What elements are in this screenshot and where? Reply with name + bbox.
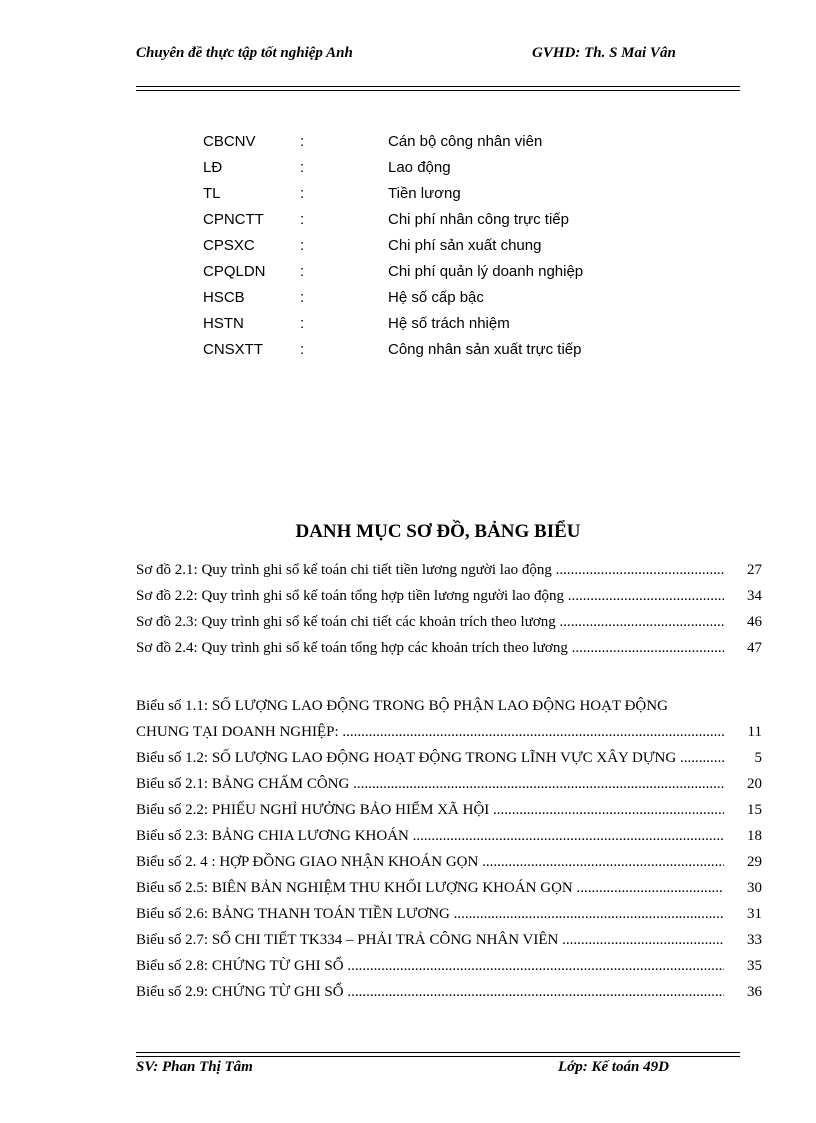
entry-text: Sơ đồ 2.3: Quy trình ghi sổ kế toán chi tiết các khoản trích theo lương ..... [136,612,724,632]
entry-page: 47 [730,638,762,658]
table-entry[interactable] [136,878,762,904]
abbr-code: CNSXTT [203,341,263,358]
entry-page: 30 [730,878,762,898]
entry-text: Biểu số 2.3: BẢNG CHIA LƯƠNG KHOÁN ..... [136,826,724,846]
abbr-meaning: Chi phí quản lý doanh nghiệp [388,263,584,280]
abbr-colon: : [300,185,305,202]
abbr-colon: : [300,263,305,280]
entry-page: 15 [730,800,762,820]
abbr-code: HSTN [203,315,244,332]
entry-text: Biểu số 2.2: PHIẾU NGHỈ HƯỞNG BẢO HIỂM XÃ HỘI ..... [136,800,724,820]
entry-text: Biểu số 2. 4 : HỢP ĐỒNG GIAO NHẬN KHOÁN GỌN ..... [136,852,724,872]
table-entry[interactable] [136,904,762,930]
table-entry[interactable] [136,800,762,826]
diagram-entry[interactable] [136,612,762,638]
header-title: Chuyên đề thực tập tốt nghiệp Anh [136,45,353,61]
abbr-meaning: Hệ số trách nhiệm [388,315,510,332]
abbr-meaning: Chi phí nhân công trực tiếp [388,211,569,228]
abbr-code: CBCNV [203,133,256,150]
abbr-meaning: Chi phí sản xuất chung [388,237,542,254]
abbr-meaning: Cán bộ công nhân viên [388,133,543,150]
entry-page: 35 [730,956,762,976]
table-entry[interactable] [136,982,762,1008]
entry-text: Biểu số 2.7: SỔ CHI TIẾT TK334 – PHẢI TRẢ CÔNG NHÂN VIÊN ..... [136,930,724,950]
entry-page: 29 [730,852,762,872]
entry-text: Biểu số 2.8: CHỨNG TỪ GHI SỔ ..... [136,956,724,976]
footer-class: Lớp: Kế toán 49D [558,1059,669,1075]
page-footer [136,1059,740,1081]
abbr-code: CPQLDN [203,263,266,280]
abbr-colon: : [300,341,305,358]
entry-page: 36 [730,982,762,1002]
entry-text: Biểu số 1.1: SỐ LƯỢNG LAO ĐỘNG TRONG BỘ PHẬN LAO ĐỘNG HOẠT ĐỘNG [136,698,668,714]
abbreviation-row [203,132,723,158]
abbr-colon: : [300,289,305,306]
abbr-code: LĐ [203,159,223,176]
abbreviation-row [203,262,723,288]
entry-page: 31 [730,904,762,924]
entry-text: Biểu số 2.1: BẢNG CHẤM CÔNG ..... [136,774,724,794]
entry-page: 18 [730,826,762,846]
entry-page: 20 [730,774,762,794]
abbreviation-row [203,210,723,236]
entry-text: Sơ đồ 2.1: Quy trình ghi sổ kế toán chi tiết tiền lương người lao động ..... [136,560,724,580]
abbr-code: HSCB [203,289,245,306]
abbr-code: CPNCTT [203,211,264,228]
entry-text: CHUNG TẠI DOANH NGHIỆP: ..... [136,722,724,742]
abbreviation-row [203,288,723,314]
entry-page: 27 [730,560,762,580]
entry-text: Biểu số 1.2: SỐ LƯỢNG LAO ĐỘNG HOẠT ĐỘNG TRONG LĨNH VỰC XÂY DỰNG ..... [136,748,724,768]
table-entry[interactable] [136,722,762,748]
abbr-colon: : [300,211,305,228]
abbreviation-row [203,184,723,210]
table-entry[interactable] [136,748,762,774]
abbr-colon: : [300,159,305,176]
entry-text: Biểu số 2.5: BIÊN BẢN NGHIỆM THU KHỐI LƯỢNG KHOÁN GỌN ..... [136,878,724,898]
diagram-entry[interactable] [136,586,762,612]
entry-text: Sơ đồ 2.4: Quy trình ghi sổ kế toán tổng hợp các khoản trích theo lương ..... [136,638,724,658]
abbr-code: TL [203,185,221,202]
table-entry[interactable] [136,930,762,956]
header-rule-bottom [136,90,740,91]
abbr-colon: : [300,237,305,254]
abbr-colon: : [300,315,305,332]
abbr-colon: : [300,133,305,150]
table-entry-first-line[interactable] [136,696,762,722]
diagram-entry[interactable] [136,560,762,586]
entry-text: Biểu số 2.9: CHỨNG TỪ GHI SỔ ..... [136,982,724,1002]
table-entry[interactable] [136,826,762,852]
entry-page: 33 [730,930,762,950]
entry-text: Biểu số 2.6: BẢNG THANH TOÁN TIỀN LƯƠNG ..... [136,904,724,924]
abbreviation-row [203,236,723,262]
abbr-code: CPSXC [203,237,255,254]
abbreviation-row [203,340,723,366]
abbreviation-list [203,132,723,366]
table-list [136,696,762,1008]
entry-page: 5 [730,748,762,768]
entry-page: 34 [730,586,762,606]
footer-rule-top [136,1052,740,1053]
entry-text: Sơ đồ 2.2: Quy trình ghi sổ kế toán tổng hợp tiền lương người lao động ..... [136,586,724,606]
header-rule-top [136,86,740,87]
diagram-entry[interactable] [136,638,762,664]
list-title: DANH MỤC SƠ ĐỒ, BẢNG BIỂU [295,521,581,542]
abbr-meaning: Hệ số cấp bậc [388,289,484,306]
footer-rule-bottom [136,1056,740,1057]
table-entry[interactable] [136,774,762,800]
abbr-meaning: Công nhân sản xuất trực tiếp [388,341,582,358]
table-entry[interactable] [136,852,762,878]
entry-page: 11 [730,722,762,742]
diagram-list [136,560,762,664]
entry-page: 46 [730,612,762,632]
abbr-meaning: Lao động [388,159,451,176]
abbreviation-row [203,158,723,184]
footer-student: SV: Phan Thị Tâm [136,1059,253,1075]
abbr-meaning: Tiền lương [388,185,461,202]
header-supervisor: GVHD: Th. S Mai Vân [532,45,676,61]
abbreviation-row [203,314,723,340]
table-entry[interactable] [136,956,762,982]
page-header [136,44,740,90]
